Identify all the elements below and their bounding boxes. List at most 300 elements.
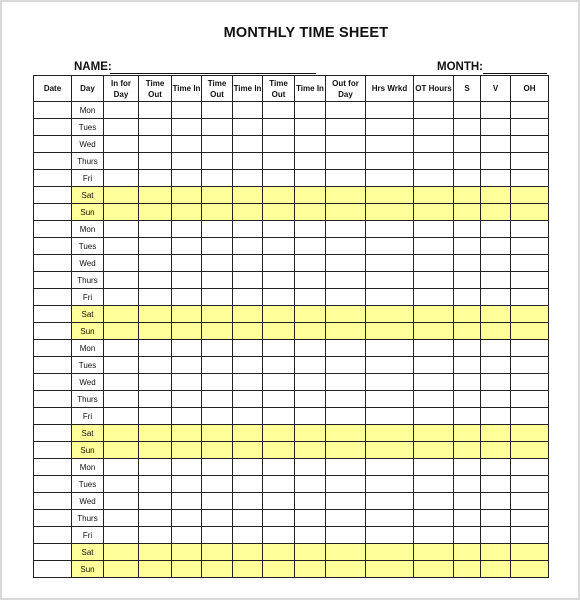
entry-cell[interactable] (263, 510, 295, 527)
entry-cell[interactable] (295, 459, 326, 476)
entry-cell[interactable] (511, 544, 549, 561)
entry-cell[interactable] (172, 119, 202, 136)
entry-cell[interactable] (233, 391, 263, 408)
entry-cell[interactable] (263, 306, 295, 323)
entry-cell[interactable] (139, 102, 172, 119)
entry-cell[interactable] (481, 153, 511, 170)
entry-cell[interactable] (104, 442, 139, 459)
entry-cell[interactable] (414, 289, 454, 306)
entry-cell[interactable] (104, 119, 139, 136)
entry-cell[interactable] (202, 306, 233, 323)
entry-cell[interactable] (139, 510, 172, 527)
entry-cell[interactable] (414, 510, 454, 527)
entry-cell[interactable] (295, 544, 326, 561)
entry-cell[interactable] (139, 442, 172, 459)
entry-cell[interactable] (414, 136, 454, 153)
entry-cell[interactable] (295, 408, 326, 425)
entry-cell[interactable] (454, 136, 481, 153)
entry-cell[interactable] (202, 238, 233, 255)
entry-cell[interactable] (104, 544, 139, 561)
entry-cell[interactable] (139, 561, 172, 578)
entry-cell[interactable] (295, 153, 326, 170)
entry-cell[interactable] (172, 408, 202, 425)
entry-cell[interactable] (172, 374, 202, 391)
entry-cell[interactable] (202, 170, 233, 187)
entry-cell[interactable] (233, 170, 263, 187)
entry-cell[interactable] (202, 153, 233, 170)
date-cell[interactable] (34, 340, 72, 357)
date-cell[interactable] (34, 510, 72, 527)
entry-cell[interactable] (202, 561, 233, 578)
entry-cell[interactable] (233, 204, 263, 221)
entry-cell[interactable] (366, 374, 414, 391)
entry-cell[interactable] (414, 561, 454, 578)
date-cell[interactable] (34, 153, 72, 170)
entry-cell[interactable] (454, 119, 481, 136)
entry-cell[interactable] (104, 153, 139, 170)
entry-cell[interactable] (295, 170, 326, 187)
entry-cell[interactable] (366, 221, 414, 238)
entry-cell[interactable] (414, 221, 454, 238)
entry-cell[interactable] (366, 204, 414, 221)
entry-cell[interactable] (104, 187, 139, 204)
date-cell[interactable] (34, 187, 72, 204)
entry-cell[interactable] (172, 153, 202, 170)
entry-cell[interactable] (454, 306, 481, 323)
entry-cell[interactable] (233, 340, 263, 357)
entry-cell[interactable] (202, 510, 233, 527)
entry-cell[interactable] (172, 340, 202, 357)
entry-cell[interactable] (104, 238, 139, 255)
entry-cell[interactable] (481, 476, 511, 493)
entry-cell[interactable] (263, 170, 295, 187)
entry-cell[interactable] (104, 204, 139, 221)
entry-cell[interactable] (414, 408, 454, 425)
entry-cell[interactable] (326, 425, 366, 442)
entry-cell[interactable] (414, 476, 454, 493)
entry-cell[interactable] (104, 136, 139, 153)
entry-cell[interactable] (366, 306, 414, 323)
entry-cell[interactable] (481, 340, 511, 357)
entry-cell[interactable] (263, 272, 295, 289)
entry-cell[interactable] (366, 170, 414, 187)
entry-cell[interactable] (104, 408, 139, 425)
name-field-line[interactable] (110, 73, 316, 74)
entry-cell[interactable] (263, 493, 295, 510)
entry-cell[interactable] (139, 374, 172, 391)
entry-cell[interactable] (326, 561, 366, 578)
entry-cell[interactable] (202, 357, 233, 374)
entry-cell[interactable] (366, 561, 414, 578)
entry-cell[interactable] (481, 510, 511, 527)
entry-cell[interactable] (104, 221, 139, 238)
entry-cell[interactable] (233, 374, 263, 391)
entry-cell[interactable] (295, 527, 326, 544)
entry-cell[interactable] (414, 187, 454, 204)
entry-cell[interactable] (481, 425, 511, 442)
entry-cell[interactable] (104, 527, 139, 544)
entry-cell[interactable] (139, 289, 172, 306)
date-cell[interactable] (34, 136, 72, 153)
entry-cell[interactable] (511, 255, 549, 272)
entry-cell[interactable] (414, 170, 454, 187)
entry-cell[interactable] (172, 306, 202, 323)
entry-cell[interactable] (263, 119, 295, 136)
entry-cell[interactable] (481, 323, 511, 340)
entry-cell[interactable] (139, 272, 172, 289)
entry-cell[interactable] (414, 374, 454, 391)
entry-cell[interactable] (172, 544, 202, 561)
entry-cell[interactable] (414, 306, 454, 323)
entry-cell[interactable] (263, 255, 295, 272)
entry-cell[interactable] (172, 255, 202, 272)
entry-cell[interactable] (511, 153, 549, 170)
entry-cell[interactable] (202, 442, 233, 459)
entry-cell[interactable] (172, 272, 202, 289)
entry-cell[interactable] (481, 187, 511, 204)
entry-cell[interactable] (481, 374, 511, 391)
entry-cell[interactable] (414, 272, 454, 289)
entry-cell[interactable] (172, 102, 202, 119)
entry-cell[interactable] (263, 102, 295, 119)
entry-cell[interactable] (233, 493, 263, 510)
entry-cell[interactable] (233, 561, 263, 578)
entry-cell[interactable] (326, 357, 366, 374)
entry-cell[interactable] (263, 357, 295, 374)
entry-cell[interactable] (233, 425, 263, 442)
entry-cell[interactable] (511, 289, 549, 306)
entry-cell[interactable] (454, 204, 481, 221)
entry-cell[interactable] (511, 476, 549, 493)
date-cell[interactable] (34, 306, 72, 323)
entry-cell[interactable] (202, 136, 233, 153)
entry-cell[interactable] (104, 102, 139, 119)
entry-cell[interactable] (172, 187, 202, 204)
entry-cell[interactable] (414, 255, 454, 272)
entry-cell[interactable] (454, 544, 481, 561)
entry-cell[interactable] (263, 289, 295, 306)
entry-cell[interactable] (202, 527, 233, 544)
entry-cell[interactable] (172, 527, 202, 544)
entry-cell[interactable] (511, 323, 549, 340)
entry-cell[interactable] (414, 340, 454, 357)
entry-cell[interactable] (233, 272, 263, 289)
entry-cell[interactable] (511, 493, 549, 510)
entry-cell[interactable] (104, 425, 139, 442)
entry-cell[interactable] (202, 476, 233, 493)
entry-cell[interactable] (139, 459, 172, 476)
entry-cell[interactable] (481, 119, 511, 136)
entry-cell[interactable] (139, 238, 172, 255)
entry-cell[interactable] (511, 102, 549, 119)
entry-cell[interactable] (295, 306, 326, 323)
entry-cell[interactable] (481, 102, 511, 119)
entry-cell[interactable] (172, 170, 202, 187)
entry-cell[interactable] (481, 442, 511, 459)
entry-cell[interactable] (454, 493, 481, 510)
entry-cell[interactable] (172, 476, 202, 493)
date-cell[interactable] (34, 391, 72, 408)
entry-cell[interactable] (295, 187, 326, 204)
entry-cell[interactable] (233, 255, 263, 272)
entry-cell[interactable] (326, 306, 366, 323)
entry-cell[interactable] (295, 391, 326, 408)
date-cell[interactable] (34, 102, 72, 119)
entry-cell[interactable] (414, 425, 454, 442)
entry-cell[interactable] (295, 442, 326, 459)
entry-cell[interactable] (295, 476, 326, 493)
entry-cell[interactable] (295, 136, 326, 153)
entry-cell[interactable] (295, 255, 326, 272)
entry-cell[interactable] (233, 476, 263, 493)
entry-cell[interactable] (172, 442, 202, 459)
entry-cell[interactable] (295, 289, 326, 306)
entry-cell[interactable] (104, 272, 139, 289)
entry-cell[interactable] (202, 204, 233, 221)
entry-cell[interactable] (139, 255, 172, 272)
entry-cell[interactable] (263, 238, 295, 255)
entry-cell[interactable] (481, 204, 511, 221)
entry-cell[interactable] (454, 187, 481, 204)
entry-cell[interactable] (233, 306, 263, 323)
entry-cell[interactable] (414, 391, 454, 408)
entry-cell[interactable] (326, 187, 366, 204)
entry-cell[interactable] (366, 272, 414, 289)
entry-cell[interactable] (366, 102, 414, 119)
entry-cell[interactable] (202, 408, 233, 425)
entry-cell[interactable] (511, 204, 549, 221)
entry-cell[interactable] (104, 374, 139, 391)
entry-cell[interactable] (104, 493, 139, 510)
entry-cell[interactable] (454, 289, 481, 306)
entry-cell[interactable] (104, 340, 139, 357)
entry-cell[interactable] (172, 136, 202, 153)
entry-cell[interactable] (326, 221, 366, 238)
entry-cell[interactable] (326, 408, 366, 425)
entry-cell[interactable] (202, 493, 233, 510)
entry-cell[interactable] (511, 442, 549, 459)
entry-cell[interactable] (481, 255, 511, 272)
date-cell[interactable] (34, 272, 72, 289)
entry-cell[interactable] (326, 119, 366, 136)
entry-cell[interactable] (104, 170, 139, 187)
entry-cell[interactable] (366, 493, 414, 510)
entry-cell[interactable] (104, 255, 139, 272)
entry-cell[interactable] (414, 153, 454, 170)
entry-cell[interactable] (366, 289, 414, 306)
entry-cell[interactable] (414, 102, 454, 119)
entry-cell[interactable] (511, 561, 549, 578)
entry-cell[interactable] (295, 323, 326, 340)
entry-cell[interactable] (139, 187, 172, 204)
entry-cell[interactable] (172, 391, 202, 408)
entry-cell[interactable] (326, 476, 366, 493)
entry-cell[interactable] (202, 391, 233, 408)
date-cell[interactable] (34, 323, 72, 340)
entry-cell[interactable] (366, 425, 414, 442)
entry-cell[interactable] (454, 374, 481, 391)
entry-cell[interactable] (414, 544, 454, 561)
entry-cell[interactable] (139, 136, 172, 153)
entry-cell[interactable] (481, 544, 511, 561)
entry-cell[interactable] (233, 510, 263, 527)
entry-cell[interactable] (172, 425, 202, 442)
entry-cell[interactable] (295, 357, 326, 374)
entry-cell[interactable] (326, 136, 366, 153)
entry-cell[interactable] (202, 374, 233, 391)
entry-cell[interactable] (172, 510, 202, 527)
entry-cell[interactable] (172, 561, 202, 578)
entry-cell[interactable] (139, 221, 172, 238)
entry-cell[interactable] (202, 544, 233, 561)
entry-cell[interactable] (263, 459, 295, 476)
entry-cell[interactable] (139, 153, 172, 170)
entry-cell[interactable] (263, 425, 295, 442)
entry-cell[interactable] (414, 357, 454, 374)
entry-cell[interactable] (295, 119, 326, 136)
entry-cell[interactable] (104, 459, 139, 476)
entry-cell[interactable] (454, 459, 481, 476)
entry-cell[interactable] (366, 510, 414, 527)
entry-cell[interactable] (233, 221, 263, 238)
entry-cell[interactable] (263, 544, 295, 561)
entry-cell[interactable] (511, 306, 549, 323)
date-cell[interactable] (34, 357, 72, 374)
entry-cell[interactable] (233, 544, 263, 561)
entry-cell[interactable] (481, 408, 511, 425)
entry-cell[interactable] (454, 255, 481, 272)
entry-cell[interactable] (366, 187, 414, 204)
entry-cell[interactable] (233, 408, 263, 425)
entry-cell[interactable] (326, 544, 366, 561)
entry-cell[interactable] (139, 493, 172, 510)
entry-cell[interactable] (172, 493, 202, 510)
entry-cell[interactable] (326, 255, 366, 272)
entry-cell[interactable] (233, 459, 263, 476)
entry-cell[interactable] (263, 204, 295, 221)
entry-cell[interactable] (139, 170, 172, 187)
entry-cell[interactable] (263, 136, 295, 153)
entry-cell[interactable] (139, 340, 172, 357)
entry-cell[interactable] (104, 323, 139, 340)
date-cell[interactable] (34, 544, 72, 561)
entry-cell[interactable] (104, 391, 139, 408)
entry-cell[interactable] (139, 119, 172, 136)
entry-cell[interactable] (481, 221, 511, 238)
entry-cell[interactable] (139, 408, 172, 425)
entry-cell[interactable] (263, 561, 295, 578)
entry-cell[interactable] (172, 289, 202, 306)
entry-cell[interactable] (202, 459, 233, 476)
entry-cell[interactable] (233, 136, 263, 153)
entry-cell[interactable] (139, 544, 172, 561)
date-cell[interactable] (34, 459, 72, 476)
entry-cell[interactable] (511, 119, 549, 136)
entry-cell[interactable] (511, 357, 549, 374)
entry-cell[interactable] (202, 272, 233, 289)
entry-cell[interactable] (295, 510, 326, 527)
date-cell[interactable] (34, 527, 72, 544)
entry-cell[interactable] (263, 408, 295, 425)
entry-cell[interactable] (172, 459, 202, 476)
entry-cell[interactable] (263, 391, 295, 408)
entry-cell[interactable] (366, 238, 414, 255)
entry-cell[interactable] (263, 187, 295, 204)
entry-cell[interactable] (202, 289, 233, 306)
entry-cell[interactable] (233, 102, 263, 119)
entry-cell[interactable] (233, 153, 263, 170)
entry-cell[interactable] (454, 425, 481, 442)
entry-cell[interactable] (104, 306, 139, 323)
entry-cell[interactable] (139, 204, 172, 221)
entry-cell[interactable] (295, 561, 326, 578)
entry-cell[interactable] (366, 476, 414, 493)
entry-cell[interactable] (511, 425, 549, 442)
entry-cell[interactable] (454, 238, 481, 255)
date-cell[interactable] (34, 408, 72, 425)
date-cell[interactable] (34, 119, 72, 136)
entry-cell[interactable] (139, 425, 172, 442)
entry-cell[interactable] (511, 187, 549, 204)
entry-cell[interactable] (366, 136, 414, 153)
entry-cell[interactable] (326, 510, 366, 527)
entry-cell[interactable] (326, 272, 366, 289)
entry-cell[interactable] (326, 391, 366, 408)
entry-cell[interactable] (233, 119, 263, 136)
entry-cell[interactable] (481, 170, 511, 187)
entry-cell[interactable] (139, 357, 172, 374)
entry-cell[interactable] (202, 119, 233, 136)
date-cell[interactable] (34, 476, 72, 493)
date-cell[interactable] (34, 425, 72, 442)
entry-cell[interactable] (481, 238, 511, 255)
entry-cell[interactable] (233, 238, 263, 255)
entry-cell[interactable] (295, 374, 326, 391)
entry-cell[interactable] (454, 527, 481, 544)
entry-cell[interactable] (454, 170, 481, 187)
entry-cell[interactable] (414, 527, 454, 544)
entry-cell[interactable] (414, 442, 454, 459)
entry-cell[interactable] (326, 204, 366, 221)
entry-cell[interactable] (233, 289, 263, 306)
date-cell[interactable] (34, 442, 72, 459)
entry-cell[interactable] (263, 374, 295, 391)
entry-cell[interactable] (326, 340, 366, 357)
entry-cell[interactable] (326, 527, 366, 544)
entry-cell[interactable] (263, 527, 295, 544)
entry-cell[interactable] (139, 391, 172, 408)
entry-cell[interactable] (454, 408, 481, 425)
date-cell[interactable] (34, 238, 72, 255)
entry-cell[interactable] (172, 323, 202, 340)
date-cell[interactable] (34, 221, 72, 238)
entry-cell[interactable] (104, 510, 139, 527)
entry-cell[interactable] (104, 357, 139, 374)
entry-cell[interactable] (454, 391, 481, 408)
entry-cell[interactable] (202, 323, 233, 340)
entry-cell[interactable] (366, 527, 414, 544)
entry-cell[interactable] (366, 255, 414, 272)
entry-cell[interactable] (326, 170, 366, 187)
entry-cell[interactable] (326, 374, 366, 391)
entry-cell[interactable] (202, 425, 233, 442)
entry-cell[interactable] (139, 306, 172, 323)
entry-cell[interactable] (295, 221, 326, 238)
entry-cell[interactable] (366, 544, 414, 561)
entry-cell[interactable] (454, 561, 481, 578)
entry-cell[interactable] (172, 357, 202, 374)
entry-cell[interactable] (139, 476, 172, 493)
